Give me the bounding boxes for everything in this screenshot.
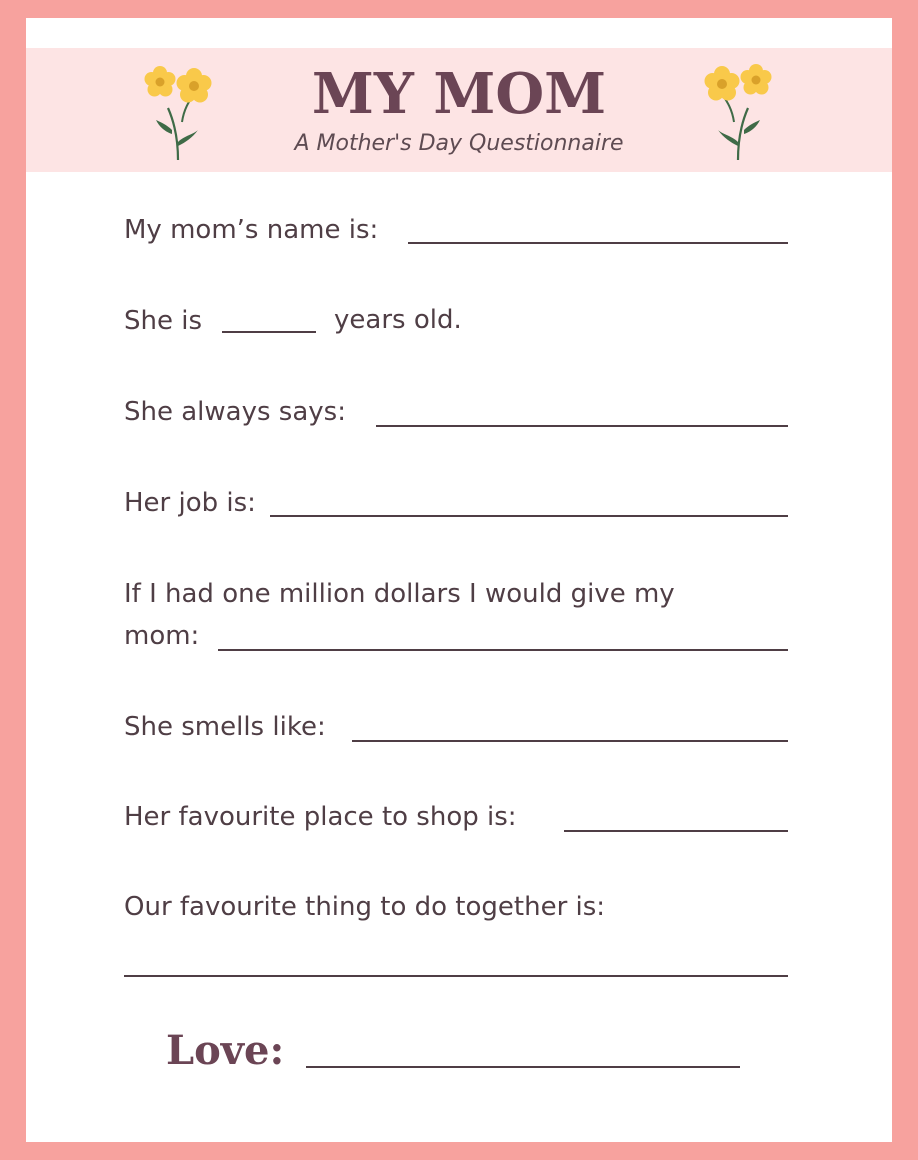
answer-line-smells-like[interactable] <box>352 740 788 742</box>
question-favourite-thing-together: Our favourite thing to do together is: <box>124 892 606 922</box>
page-subtitle: A Mother's Day Questionnaire <box>294 131 624 156</box>
page-title: MY MOM <box>311 61 607 127</box>
question-million-dollars-line1: If I had one million dollars I would give my <box>124 579 675 609</box>
question-favourite-shop: Her favourite place to shop is: <box>124 802 517 832</box>
question-age-prefix: She is <box>124 306 203 336</box>
question-job: Her job is: <box>124 488 256 518</box>
question-always-says: She always says: <box>124 397 346 427</box>
answer-line-mom-name[interactable] <box>408 242 788 244</box>
question-age-suffix: years old. <box>334 305 462 335</box>
signoff-label: Love: <box>166 1027 285 1074</box>
answer-line-job[interactable] <box>270 515 788 517</box>
answer-line-always-says[interactable] <box>376 425 788 427</box>
question-million-dollars-line2: mom: <box>124 621 200 651</box>
answer-line-favourite-shop[interactable] <box>564 830 788 832</box>
question-mom-name: My mom’s name is: <box>124 215 379 245</box>
answer-line-million-dollars[interactable] <box>218 649 788 651</box>
question-smells-like: She smells like: <box>124 712 326 742</box>
worksheet-page <box>26 18 892 1142</box>
answer-line-favourite-thing-together[interactable] <box>124 975 788 977</box>
signoff-line[interactable] <box>306 1066 740 1068</box>
answer-line-age[interactable] <box>222 331 316 333</box>
